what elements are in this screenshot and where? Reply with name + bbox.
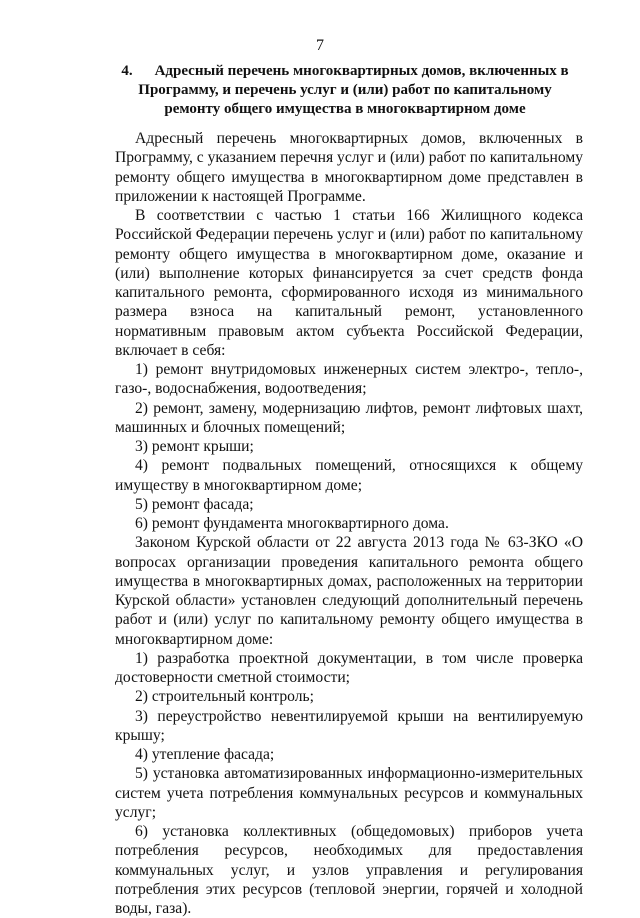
list-item-facade: 5) ремонт фасада;: [135, 495, 254, 513]
paragraph-housing-code: В соответствии с частью 1 статьи 166 Жилищного кодекса Российской Федерации перечень услуг и (или) работ по капитальному ремонту общего имущества в многоквартирном доме, оказание и (или) выполнение которых финансируется за счет средств фонда капитального ремонта, сформированного исходя из минимального размера взноса на капитальный ремонт, установленного нормативным правовым актом субъекта Российской Федерации, включает в себя:: [115, 207, 583, 359]
list-item-facade-insulation: 4) утепление фасада;: [135, 746, 275, 763]
list-item-meters-installation: 6) установка коллективных (общедомовых) приборов учета потребления ресурсов, необходимых для предоставления коммунальных услуг, и узлов управления и регулирования потребления этих ресурсов (тепловой энергии, горячей и холодной воды, газа).: [115, 823, 583, 917]
paragraph-intro: Адресный перечень многоквартирных домов, включенных в Программу, с указанием перечня услуг и (или) работ по капитальному ремонту общего имущества в многоквартирном доме представлен в приложении к настоящей Программе.: [115, 130, 583, 205]
document-body: [115, 129, 583, 918]
section-title: Адресный перечень многоквартирных домов, включенных в Программу, и перечень услуг и (или) работ по капитальному ремонту общего имущества в многоквартирном доме: [138, 63, 569, 117]
list-item-roof-conversion: 3) переустройство невентилируемой крыши на вентилируемую крышу;: [115, 707, 583, 744]
list-item-design-docs: 1) разработка проектной документации, в том числе проверка достоверности сметной стоимости;: [115, 649, 583, 686]
section-number: 4.: [121, 63, 133, 79]
list-item-engineering-systems: 1) ремонт внутридомовых инженерных систем электро-, тепло-, газо-, водоснабжения, водоотведения;: [115, 361, 583, 398]
list-item-elevators: 2) ремонт, замену, модернизацию лифтов, ремонт лифтовых шахт, машинных и блочных помещений;: [115, 399, 583, 436]
paragraph-kursk-law: Законом Курской области от 22 августа 2013 года № 63-ЗКО «О вопросах организации проведения капитального ремонта общего имущества в многоквартирных домах, расположенных на территории Курской области» установлен следующий дополнительный перечень работ и (или) услуг по капитальному ремонту общего имущества в многоквартирном доме:: [115, 534, 583, 648]
section-heading: [110, 62, 580, 119]
list-item-construction-control: 2) строительный контроль;: [135, 688, 314, 706]
list-item-foundation: 6) ремонт фундамента многоквартирного дома.: [135, 515, 449, 532]
list-item-basement: 4) ремонт подвальных помещений, относящихся к общему имуществу в многоквартирном доме;: [115, 457, 583, 494]
list-item-roof: 3) ремонт крыши;: [135, 438, 254, 455]
list-item-metering-systems: 5) установка автоматизированных информационно-измерительных систем учета потребления коммунальных ресурсов и коммунальных услуг;: [115, 765, 583, 821]
page-number: 7: [316, 37, 324, 54]
